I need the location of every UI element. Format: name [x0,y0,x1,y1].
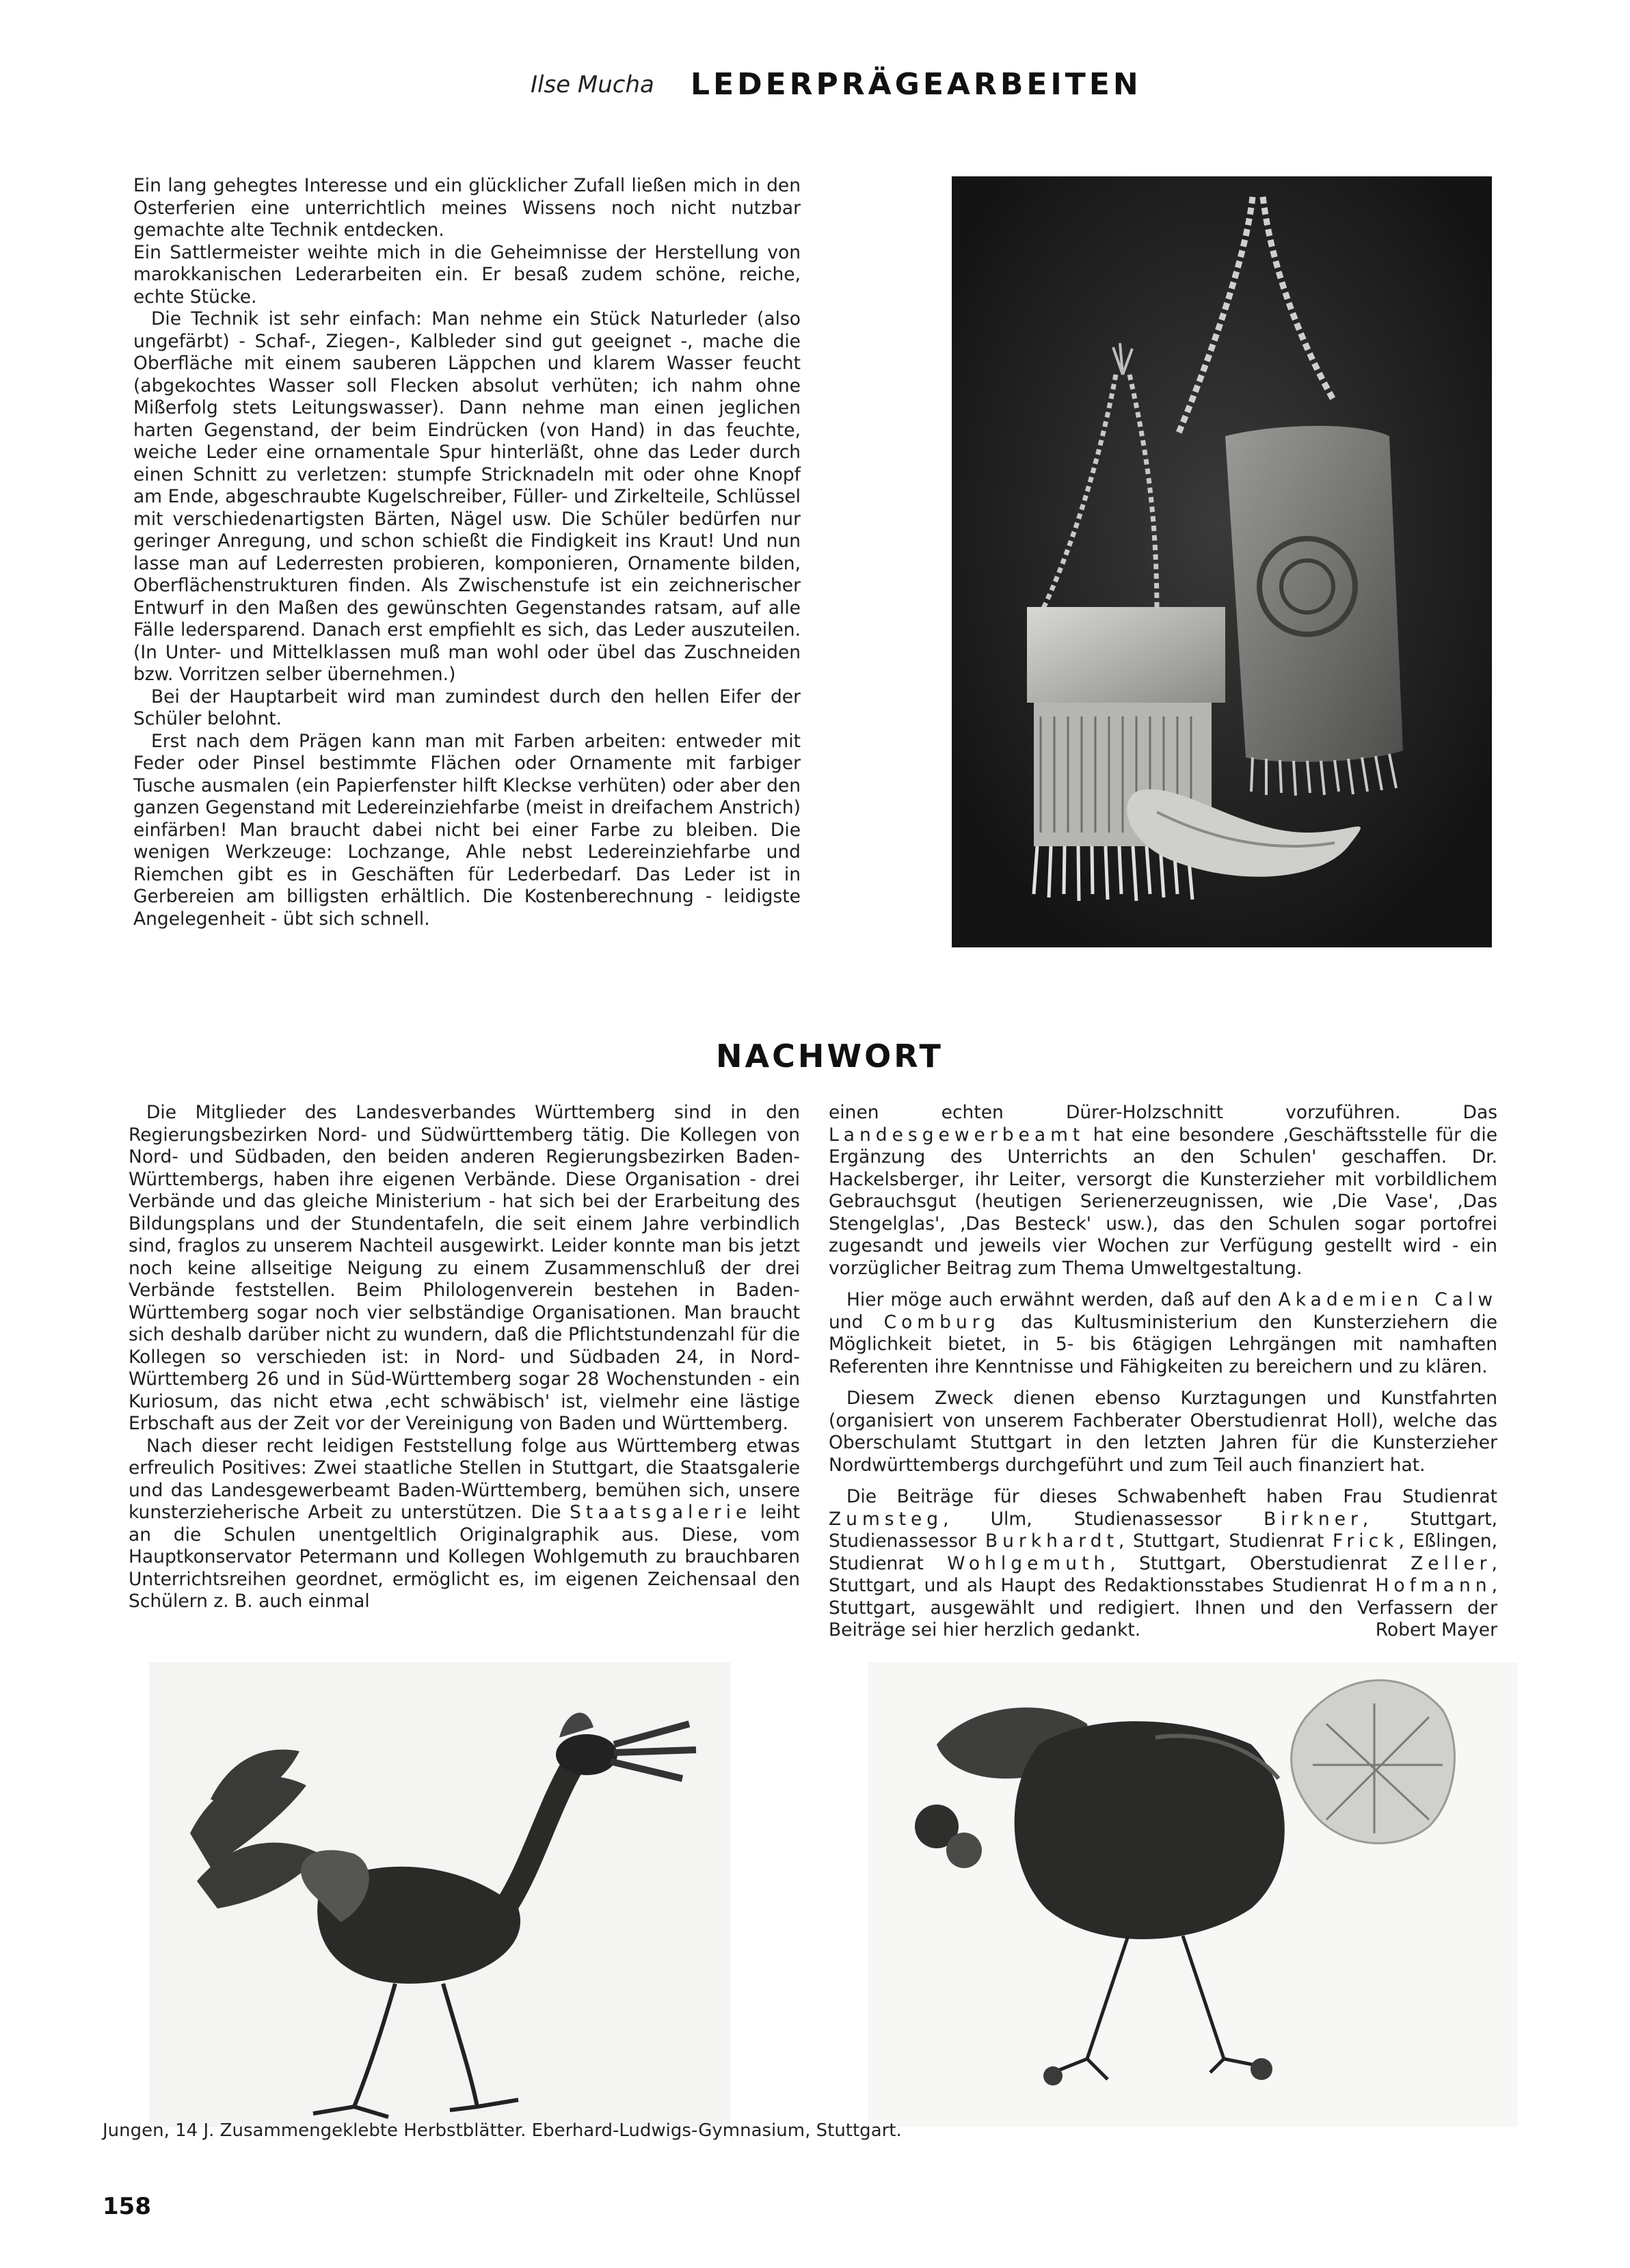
name-zumsteg: Zumsteg [829,1508,944,1530]
emphasis-staatsgalerie: Staatsgalerie [570,1502,752,1523]
nachwort-title: NACHWORT [716,1038,944,1075]
text-segment: Nach dieser recht leidigen Feststellung folge aus Württemberg etwas erfreulich Positives: Zwei staatliche Stellen in Stuttgart, die Staatsgalerie und das Landesgewerbeamt Baden-Württemberg, bemühen sich, unsere kunsterzieherische Arbeit zu unterstützen. Die [129,1435,800,1523]
paragraph: Erst nach dem Prägen kann man mit Farben arbeiten: entweder mit Feder oder Pinsel bestimmte Flächen oder Ornamente mit farbiger Tusche ausmalen (ein Papierfenster hilft Kleckse verhüten) oder aber den ganzen Gegenstand mit Ledereinziehfarbe (meist in dreifachem Anstrich) einfärben! Man braucht dabei nicht bei einer Farbe zu bleiben. Die wenigen Werkzeuge: Lochzange, Ahle nebst Ledereinziehfarbe und Riemchen gibt es in Geschäften für Lederbedarf. Das Leder ist in Gerbereien am billigsten erhältlich. Die Kostenberechnung - leidigste Angelegenheit - übt sich schnell. [133,730,801,930]
emphasis-comburg: Comburg [883,1311,1000,1333]
emphasis-landesgewerbeamt: Landesgewerbeamt [829,1124,1085,1146]
text-segment: einen echten Dürer-Holzschnitt vorzuführen. Das [829,1102,1497,1123]
text-segment: und [829,1311,884,1333]
paragraph: Die Mitglieder des Landesverbandes Württemberg sind in den Regierungsbezirken Nord- und Südwürttemberg tätig. Die Kollegen von Nord- und Südbaden, den beiden anderen Regierungsbezirken Baden-Württembergs, haben ihre eigenen Verbände. Diese Organisation - drei Verbände und das gleiche Ministerium - hat sich bei der Erarbeitung des Bildungsplans und der Stundentafeln, die seit einem Jahre verbindlich sind, fraglos zu unserem Nachteil ausgewirkt. Leider konnte man bis jetzt noch keine allseitige Neigung zu einem Zusammenschluß der drei Verbände feststellen. Beim Philologenverein bestehen in Baden-Württemberg sogar noch vier selbständige Organisationen. Man braucht sich deshalb darüber nicht zu wundern, daß die Pflichtstundenzahl für die Kollegen so verschieden ist: in Nord- und Südbaden 24, in Nord-Württemberg 26 und in Süd-Württemberg sogar 28 Wochenstunden - ein Kuriosum, das nicht etwa ‚echt schwäbisch' ist, vielmehr eine lästige Erbschaft aus der Zeit vor der Vereinigung von Baden und Württemberg. [129,1102,800,1434]
paragraph: Bei der Hauptarbeit wird man zumindest durch den hellen Eifer der Schüler belohnt. [133,686,801,729]
article-title: LEDERPRÄGEARBEITEN [691,67,1142,102]
text-segment: leiht an die Schulen unentgeltlich Originalgraphik aus. Diese, vom Hauptkonservator Petermann und Kollegen Wohlgemuth zu brauchbaren Unterrichtsreihen geordnet, ermöglicht es, im eigenen Zeichensaal den Schülern z. B. auch einmal [129,1502,801,1612]
nachwort-right-column [829,1102,1497,1651]
paragraph [829,1289,1497,1378]
signature: Robert Mayer [1375,1619,1497,1641]
photo-caption: Jungen, 14 J. Zusammengeklebte Herbstblätter. Eberhard-Ludwigs-Gymnasium, Stuttgart. [103,2120,902,2141]
text-segment: , Stuttgart, und als Haupt des Redaktionsstabes Studienrat [829,1552,1497,1596]
text-segment: , Stuttgart, Studienassessor [829,1508,1498,1552]
text-segment: Die Beiträge für dieses Schwabenheft haben Frau Studienrat [846,1486,1497,1507]
text-segment: , Ulm, Studienassessor [943,1508,1264,1530]
text-segment: das Kultusministerium den Kunsterziehern die Möglichkeit bietet, in 5- bis 6tägigen Lehrgängen mit namhaften Referenten ihre Kenntnisse und Fähigkeiten zu bereichern und zu klären. [829,1311,1497,1377]
page-number: 158 [103,2193,151,2220]
name-wohlgemuth: Wohlgemuth [947,1552,1110,1574]
nachwort-left-column [129,1102,800,1613]
photo-leaf-rooster [149,1662,730,2127]
text-segment: , Stuttgart, Oberstudienrat [1110,1552,1411,1574]
name-burkhardt: Burkhardt [985,1530,1119,1552]
photo-leaf-hen [868,1662,1518,2127]
paragraph: Ein Sattlermeister weihte mich in die Geheimnisse der Herstellung von marokkanischen Lederarbeiten ein. Er besaß zudem schöne, reiche, echte Stücke. [133,241,801,308]
name-frick: Frick [1333,1530,1399,1552]
name-birkner: Birkner [1264,1508,1363,1530]
article-lederpraegearbeiten-body [133,175,801,930]
name-hofmann: Hofmann [1375,1575,1492,1596]
text-segment: , Stuttgart, Studienrat [1118,1530,1333,1552]
text-segment: , Stuttgart, ausgewählt und redigiert. Ihnen und den Verfassern der Beiträge sei hier herzlich gedankt. [829,1575,1497,1641]
text-segment: , Eßlingen, Studienrat [829,1530,1498,1574]
paragraph: Die Technik ist sehr einfach: Man nehme ein Stück Naturleder (also ungefärbt) - Schaf-, Ziegen-, Kalbleder sind gut geeignet -, mache die Oberfläche mit einem sauberen Läppchen und klarem Wasser feucht (abgekochtes Wasser soll Flecken absolut verhüten; ich nahm ohne Mißerfolg stets Leitungswasser). Dann nehme man einen jeglichen harten Gegenstand, der beim Eindrücken (von Hand) in das feuchte, weiche Leder eine ornamentale Spur hinterläßt, ohne das Leder durch einen Schnitt zu verletzen: stumpfe Stricknadeln mit oder ohne Knopf am Ende, abgeschraubte Kugelschreiber, Füller- und Zirkelteile, Schlüssel mit verschiedenartigsten Bärten, Nägel usw. Die Schüler bedürfen nur geringer Anregung, und schon schießt die Findigkeit ins Kraut! Und nun lasse man auf Lederresten probieren, komponieren, Ornamente bilden, Oberflächenstrukturen finden. Als Zwischenstufe ist ein zeichnerischer Entwurf in den Maßen des gewünschten Gegenstandes ratsam, auf alle Fälle ledersparend. Danach erst empfiehlt es sich, das Leder auszuteilen. (In Unter- und Mittelklassen muß man wohl oder übel das Zuschneiden bzw. Vorritzen selber übernehmen.) [133,308,801,685]
photo-leather-bags [952,176,1492,947]
emphasis-akademien-calw: Akademien Calw [1278,1289,1497,1310]
author-name: Ilse Mucha [531,71,654,98]
paragraph [129,1435,800,1613]
text-segment: Hier möge auch erwähnt werden, daß auf den [846,1289,1279,1310]
text-segment: hat eine besondere ‚Geschäftsstelle für die Ergänzung des Unterrichts an den Schulen' geschaffen. Dr. Hackelsberger, ihr Leiter, versorgt die Kunsterzieher mit vorbildlichem Gebrauchsgut (heutigen Serienerzeugnissen, wie ‚Die Vase', ‚Das Stengelglas', ‚Das Besteck' usw.), das den Schulen sogar portofrei zugesandt und jeweils vier Wochen zur Verfügung gestellt wird - ein vorzüglicher Beitrag zum Thema Umweltgestaltung. [829,1124,1497,1279]
name-zeller: Zeller [1411,1552,1492,1574]
paragraph: Ein lang gehegtes Interesse und ein glücklicher Zufall ließen mich in den Osterferien eine unterrichtlich meines Wissens noch nicht nutzbar gemachte alte Technik entdecken. [133,175,801,241]
paragraph: Diesem Zweck dienen ebenso Kurztagungen und Kunstfahrten (organisiert von unserem Fachberater Oberstudienrat Holl), welche das Oberschulamt Stuttgart in den letzten Jahren für die Kunsterzieher Nordwürttembergs durchgeführt und zum Teil auch finanziert hat. [829,1388,1497,1476]
paragraph [829,1486,1497,1642]
paragraph [829,1102,1497,1280]
